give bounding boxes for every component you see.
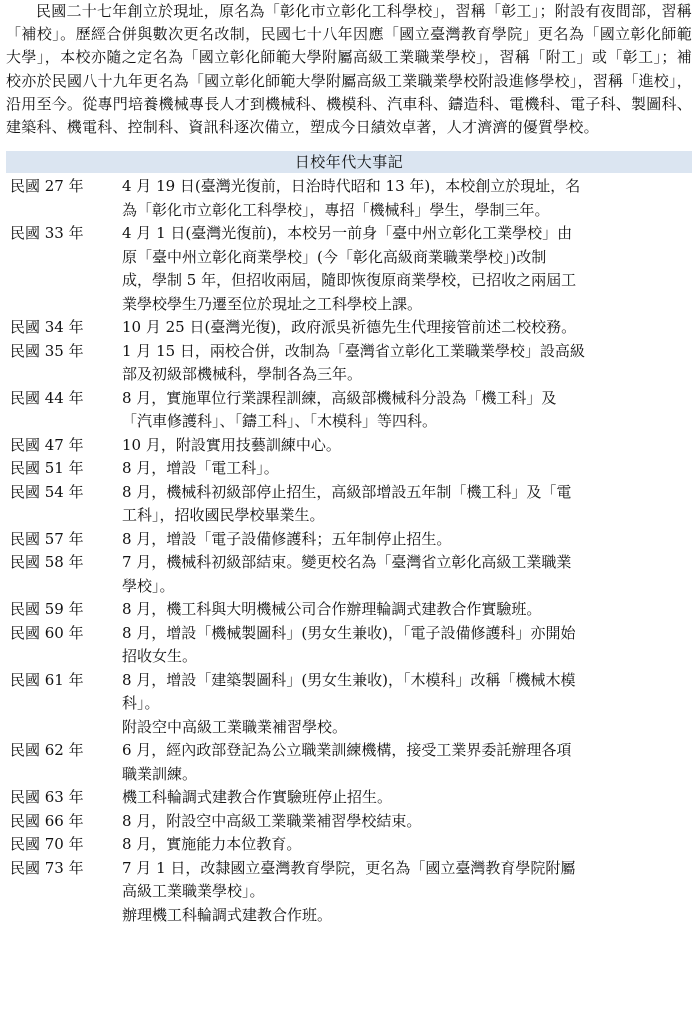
event-line: 原「臺中州立彰化商業學校」(今「彰化高級商業職業學校」)改制	[122, 247, 547, 266]
event-description	[122, 175, 692, 222]
event-line: 6 月，經內政部登記為公立職業訓練機構，接受工業界委託辦理各項	[122, 741, 572, 760]
event-description	[122, 857, 692, 928]
event-line: 工科」，招收國民學校畢業生。	[122, 506, 325, 525]
event-item	[6, 739, 692, 786]
event-item	[6, 340, 692, 387]
event-year: 民國 59 年	[10, 600, 84, 619]
event-line: 機工科輪調式建教合作實驗班停止招生。	[122, 788, 393, 807]
event-line: 8 月，機械科初級部停止招生，高級部增設五年制「機工科」及「電	[122, 482, 572, 501]
event-item	[6, 222, 692, 316]
event-line: 部及初級部機械科，學制各為三年。	[122, 365, 363, 384]
event-line: 7 月 1 日，改隸國立臺灣教育學院，更名為「國立臺灣教育學院附屬	[122, 858, 576, 877]
event-year: 民國 54 年	[10, 482, 84, 501]
event-line: 附設空中高級工業職業補習學校。	[122, 717, 348, 736]
event-line: 4 月 1 日(臺灣光復前)，本校另一前身「臺中州立彰化工業學校」由	[122, 224, 573, 243]
event-line: 10 月 25 日(臺灣光復)，政府派吳祈德先生代理接管前述二校校務。	[122, 318, 577, 337]
event-item	[6, 669, 692, 740]
event-description	[122, 551, 692, 598]
event-line: 學校」。	[122, 576, 175, 595]
event-year: 民國 35 年	[10, 341, 84, 360]
event-description	[122, 739, 692, 786]
event-line: 10 月，附設實用技藝訓練中心。	[122, 435, 341, 454]
event-line: 職業訓練。	[122, 764, 198, 783]
event-item	[6, 622, 692, 669]
event-item	[6, 551, 692, 598]
event-line: 為「彰化市立彰化工科學校」，專招「機械科」學生，學制三年。	[122, 200, 550, 219]
event-line: 8 月，增設「建築製圖科」(男女生兼收)，「木模科」改稱「機械木模	[122, 670, 576, 689]
event-year: 民國 33 年	[10, 224, 84, 243]
event-year: 民國 44 年	[10, 388, 84, 407]
event-item	[6, 387, 692, 434]
event-year: 民國 27 年	[10, 177, 84, 196]
event-year: 民國 61 年	[10, 670, 84, 689]
event-year: 民國 47 年	[10, 435, 84, 454]
event-line: 8 月，增設「機械製圖科」(男女生兼收)，「電子設備修護科」亦開始	[122, 623, 576, 642]
event-item	[6, 434, 692, 458]
event-line: 科」。	[122, 694, 160, 713]
event-description	[122, 598, 692, 622]
event-line: 招收女生。	[122, 647, 198, 666]
event-description	[122, 810, 692, 834]
event-item	[6, 175, 692, 222]
event-line: 8 月，附設空中高級工業職業補習學校結束。	[122, 811, 422, 830]
event-line: 辦理機工科輪調式建教合作班。	[122, 905, 333, 924]
event-line: 7 月，機械科初級部結束。變更校名為「臺灣省立彰化高級工業職業	[122, 553, 572, 572]
event-year: 民國 66 年	[10, 811, 84, 830]
event-line: 8 月，實施能力本位教育。	[122, 835, 302, 854]
event-description	[122, 340, 692, 387]
event-description	[122, 457, 692, 481]
event-line: 成，學制 5 年，但招收兩屆，隨即恢復原商業學校，已招收之兩屆工	[122, 271, 577, 290]
event-line: 8 月，實施單位行業課程訓練，高級部機械科分設為「機工科」及	[122, 388, 557, 407]
event-line: 1 月 15 日，兩校合併，改制為「臺灣省立彰化工業職業學校」設高級	[122, 341, 585, 360]
event-line: 4 月 19 日(臺灣光復前，日治時代昭和 13 年)，本校創立於現址，名	[122, 177, 581, 196]
event-item	[6, 857, 692, 928]
event-line: 8 月，增設「電子設備修護科；五年制停止招生。	[122, 529, 452, 548]
event-year: 民國 58 年	[10, 553, 84, 572]
event-year: 民國 60 年	[10, 623, 84, 642]
event-item	[6, 316, 692, 340]
event-item	[6, 810, 692, 834]
event-year: 民國 70 年	[10, 835, 84, 854]
event-line: 「汽車修護科」、「鑄工科」、「木模科」等四科。	[122, 412, 438, 431]
event-description	[122, 833, 692, 857]
event-description	[122, 316, 692, 340]
event-line: 8 月，機工科與大明機械公司合作辦理輪調式建教合作實驗班。	[122, 600, 542, 619]
event-description	[122, 434, 692, 458]
event-item	[6, 457, 692, 481]
event-description	[122, 669, 692, 740]
event-year: 民國 51 年	[10, 459, 84, 478]
event-year: 民國 62 年	[10, 741, 84, 760]
section-heading: 日校年代大事記	[6, 151, 692, 173]
event-item	[6, 786, 692, 810]
event-item	[6, 833, 692, 857]
event-item	[6, 481, 692, 528]
event-item	[6, 528, 692, 552]
event-description	[122, 481, 692, 528]
event-year: 民國 73 年	[10, 858, 84, 877]
event-line: 業學校學生乃遷至位於現址之工科學校上課。	[122, 294, 423, 313]
event-description	[122, 528, 692, 552]
event-line: 高級工業職業學校」。	[122, 882, 265, 901]
event-item	[6, 598, 692, 622]
event-description	[122, 786, 692, 810]
intro-paragraph: 民國二十七年創立於現址，原名為「彰化市立彰化工科學校」，習稱「彰工」；附設有夜間部，習稱「補校」。歷經合併與數次更名改制，民國七十八年因應「國立臺灣教育學院」更名為「國立彰化師範大學」，本校亦隨之定名為「國立彰化師範大學附屬高級工業職業學校」，習稱「附工」或「彰工」；補校亦於民國八十九年更名為「國立彰化師範大學附屬高級工業職業學校附設進修學校」，習稱「進校」，沿用至今。從專門培養機械專長人才到機械科、機模科、汽車科、鑄造科、電機科、電子科、製圖科、建築科、機電科、控制科、資訊科逐次備立，塑成今日績效卓著，人才濟濟的優質學校。	[6, 2, 692, 137]
event-year: 民國 63 年	[10, 788, 84, 807]
event-list	[6, 175, 692, 927]
event-description	[122, 387, 692, 434]
event-line: 8 月，增設「電工科」。	[122, 459, 279, 478]
event-year: 民國 34 年	[10, 318, 84, 337]
event-description	[122, 622, 692, 669]
event-year: 民國 57 年	[10, 529, 84, 548]
event-description	[122, 222, 692, 316]
